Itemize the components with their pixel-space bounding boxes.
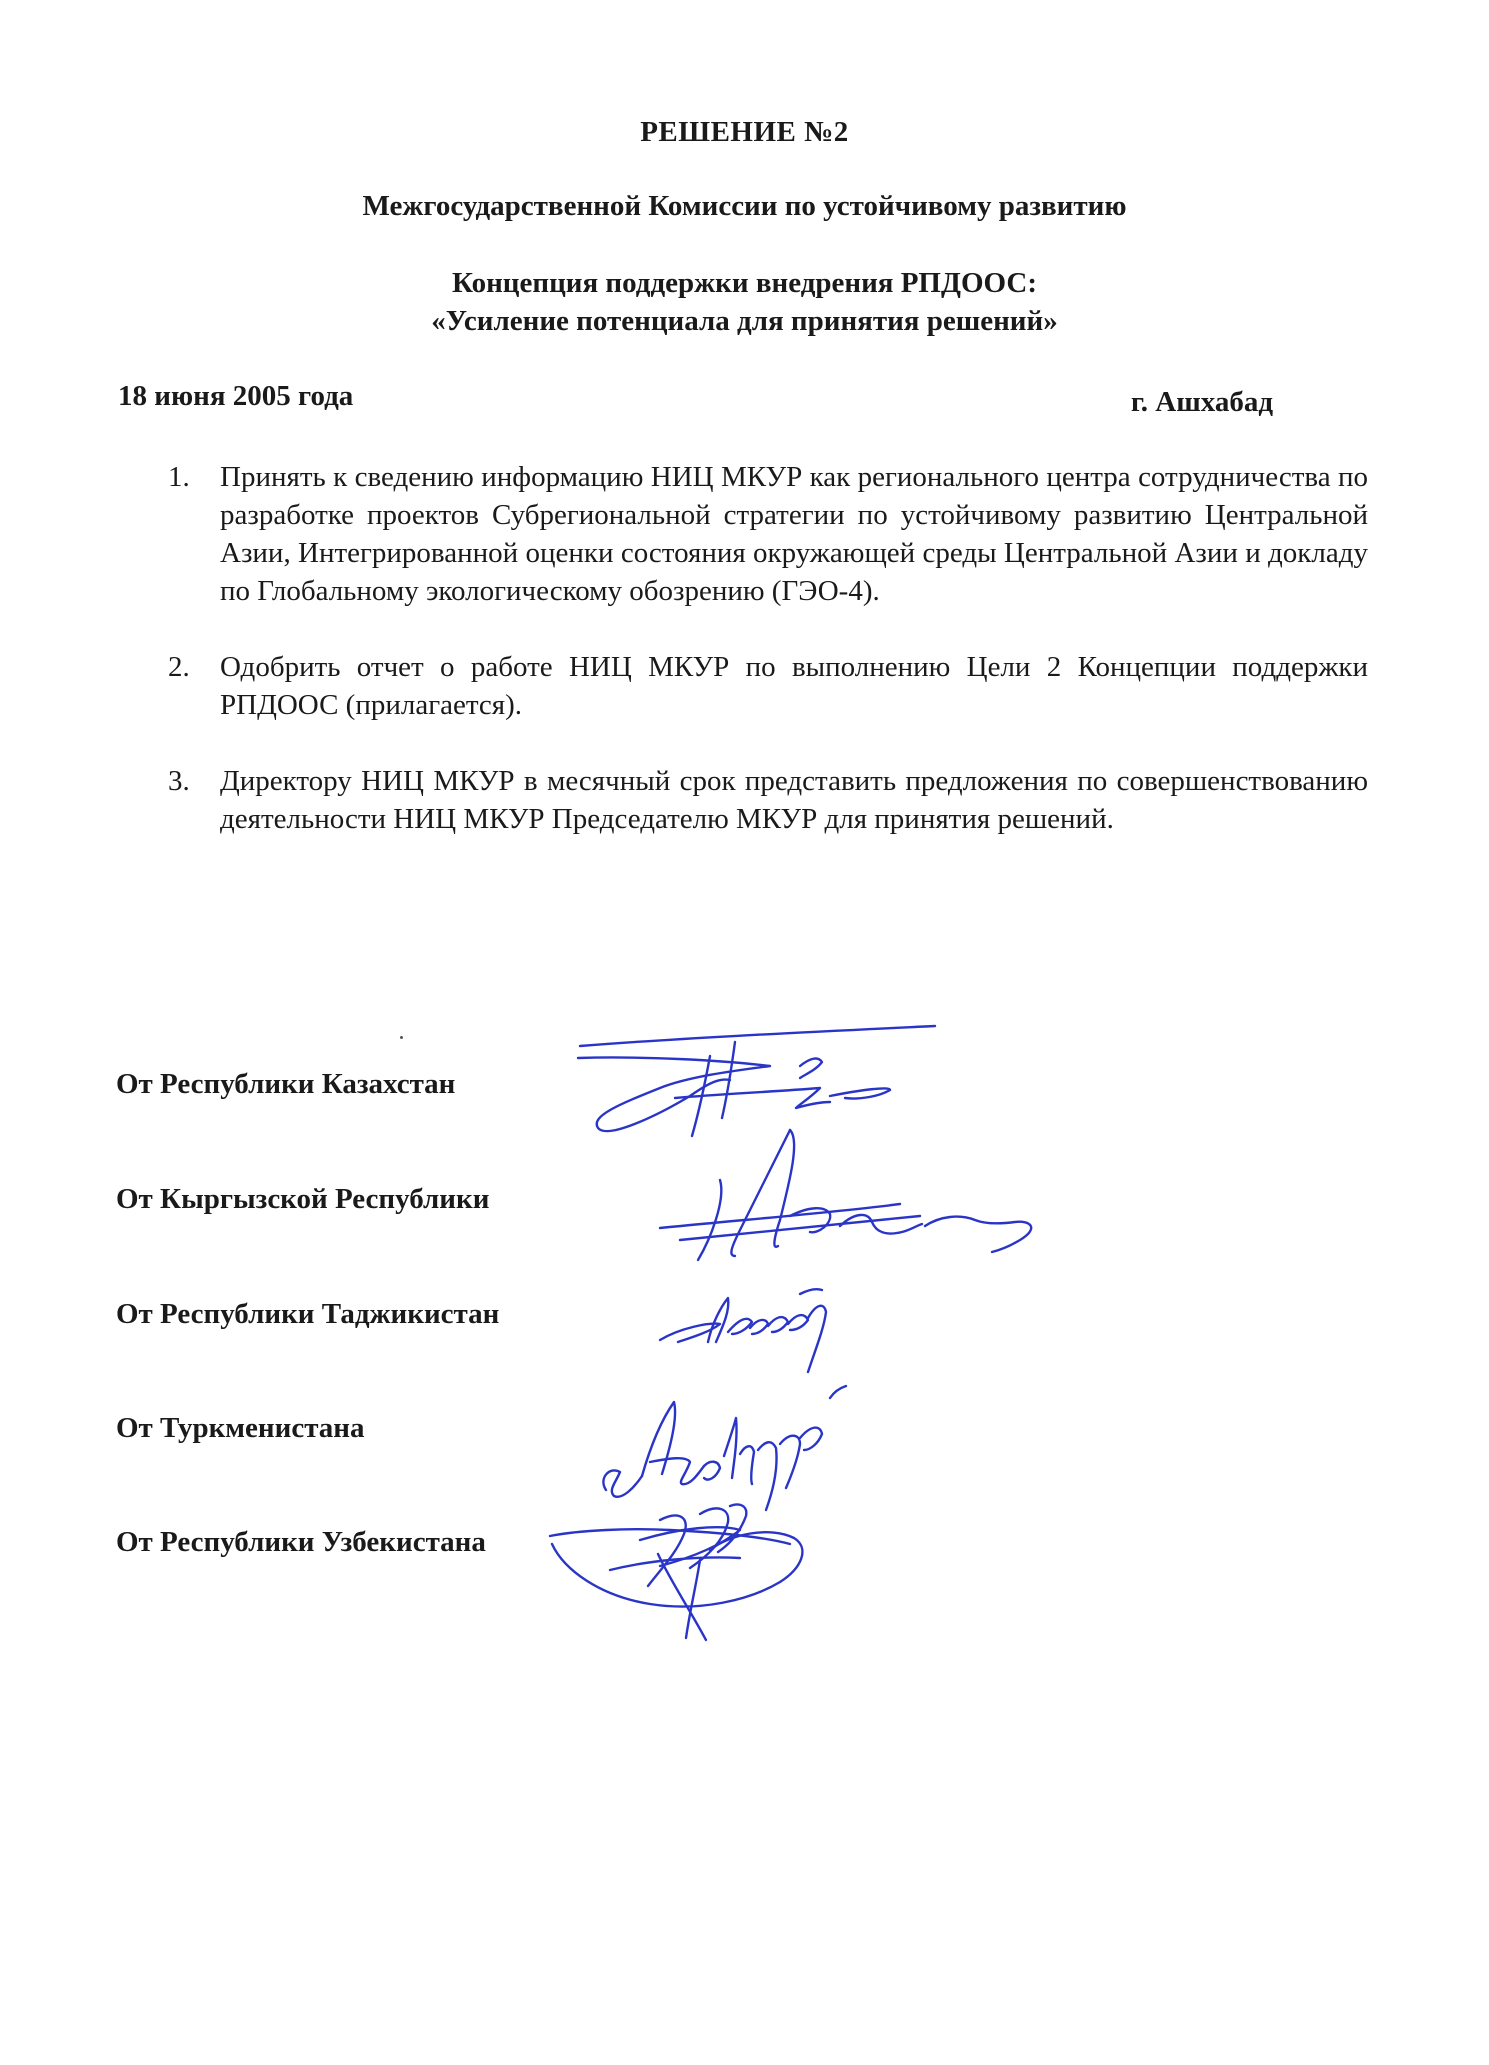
signature-turkmenistan bbox=[590, 1378, 890, 1518]
document-date: 18 июня 2005 года bbox=[118, 380, 354, 412]
signatory-kyrgyzstan: От Кыргызской Республики bbox=[116, 1183, 490, 1215]
decision-item bbox=[168, 762, 1368, 838]
signature-uzbekistan bbox=[540, 1500, 860, 1650]
signatory-kazakhstan: От Республики Казахстан bbox=[116, 1068, 456, 1100]
signature-tajikistan bbox=[650, 1268, 850, 1378]
item-number: 3. bbox=[168, 765, 190, 797]
concept-line-2: «Усиление потенциала для принятия решений» bbox=[431, 305, 1058, 337]
item-number: 1. bbox=[168, 461, 190, 493]
item-text: Директору НИЦ МКУР в месячный срок представить предложения по совершенствованию деятельности НИЦ МКУР Председателю МКУР для принятия решений. bbox=[220, 765, 1368, 835]
concept-heading bbox=[0, 264, 1489, 340]
item-number: 2. bbox=[168, 651, 190, 683]
signatory-turkmenistan: От Туркменистана bbox=[116, 1412, 365, 1444]
scan-speck bbox=[400, 1036, 403, 1039]
document-subtitle: Межгосударственной Комиссии по устойчивому развитию bbox=[362, 190, 1127, 222]
decision-items bbox=[168, 458, 1368, 876]
concept-line-1: Концепция поддержки внедрения РПДООС: bbox=[451, 267, 1038, 299]
item-text: Одобрить отчет о работе НИЦ МКУР по выполнению Цели 2 Концепции поддержки РПДООС (прилагается). bbox=[220, 651, 1368, 721]
signatory-tajikistan: От Республики Таджикистан bbox=[116, 1298, 500, 1330]
signature-kyrgyzstan bbox=[640, 1120, 1060, 1270]
document-place: г. Ашхабад bbox=[1130, 386, 1273, 418]
decision-item bbox=[168, 458, 1368, 610]
document-title: РЕШЕНИЕ №2 bbox=[640, 116, 849, 148]
signatory-uzbekistan: От Республики Узбекистана bbox=[116, 1526, 486, 1558]
item-text: Принять к сведению информацию НИЦ МКУР как регионального центра сотрудничества по разработке проектов Субрегиональной стратегии по устойчивому развитию Центральной Азии, Интегрированной оценки состояния окружающей среды Центральной Азии и докладу по Глобальному экологическому обозрению (ГЭО-4). bbox=[220, 461, 1368, 607]
decision-item bbox=[168, 648, 1368, 724]
